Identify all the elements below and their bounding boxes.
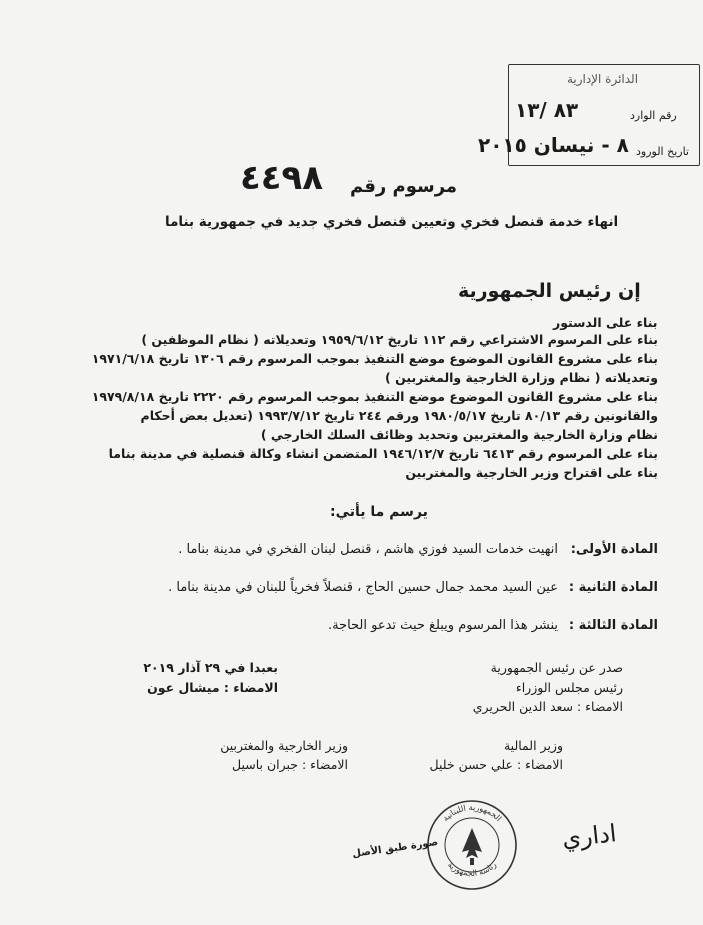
finance-minister-signature: الامضاء : علي حسن خليل [429, 757, 563, 772]
preamble-line-2: بناء على مشروع القانون الموضوع موضع التنفيذ بموجب المرسوم رقم ١٣٠٦ تاريخ ١٩٧١/٦/١٨ [91, 351, 658, 366]
certified-copy-stamp: صورة طبق الأصل [351, 837, 439, 860]
pm-signature: الامضاء : سعد الدين الحريري [472, 699, 623, 714]
article-3-text: ينشر هذا المرسوم ويبلغ حيث تدعو الحاجة. [327, 618, 558, 633]
baabda-date: بعبدا في ٢٩ آذار ٢٠١٩ [143, 660, 278, 675]
cedar-icon [462, 828, 482, 858]
decree-number: ٤٤٩٨ [240, 158, 324, 198]
decrees-heading: يرسم ما يأتي: [330, 504, 428, 520]
foreign-minister-title: وزير الخارجية والمغتربين [220, 738, 348, 753]
preamble-line-1: بناء على المرسوم الاشتراعي رقم ١١٢ تاريخ ١٩٥٩/٦/١٢ وتعديلاته ( نظام الموظفين ) [141, 332, 658, 347]
decree-label: مرسوم رقم [350, 176, 458, 197]
decree-subject: انهاء خدمة قنصل فخري وتعيين قنصل فخري جديد في جمهورية بناما [165, 214, 619, 230]
seal-outer-text: الجمهورية اللبنانية [440, 802, 504, 824]
stamp-incoming-label: رقم الوارد [630, 109, 677, 122]
preamble-line-3: وتعديلاته ( نظام وزارة الخارجية والمغتربين ) [385, 370, 658, 385]
pm-title: رئيس مجلس الوزراء [515, 680, 623, 695]
preamble-line-7: بناء على المرسوم رقم ٦٤١٣ تاريخ ١٩٤٦/١٢/٧ المتضمن انشاء وكالة قنصلية في مدينة بناما [108, 446, 658, 461]
article-2-text: عين السيد محمد جمال حسين الحاج ، قنصلاً فخرياً للبنان في مدينة بناما . [168, 580, 558, 595]
preamble-line-8: بناء على اقتراح وزير الخارجية والمغتربين [405, 465, 658, 480]
constitution-line: بناء على الدستور [553, 315, 658, 330]
issued-by: صدر عن رئيس الجمهورية [490, 660, 623, 675]
finance-minister-title: وزير المالية [503, 738, 563, 753]
president-heading: إن رئيس الجمهورية [458, 280, 641, 302]
margin-note: اداري [560, 819, 618, 853]
stamp-office: الدائرة الإدارية [566, 72, 639, 86]
preamble-line-4: بناء على مشروع القانون الموضوع موضع التنفيذ بموجب المرسوم رقم ٢٢٢٠ تاريخ ١٩٧٩/٨/١٨ [91, 389, 658, 404]
article-1-label: المادة الأولى: [570, 542, 658, 557]
seal-inner-text: رئاسة الجمهورية [445, 860, 499, 878]
preamble-line-6: نظام وزارة الخارجية والمغتربين وتحديد وظائف السلك الخارجي ) [260, 427, 658, 442]
foreign-minister-signature: الامضاء : جبران باسيل [231, 757, 348, 772]
article-2-label: المادة الثانية : [568, 580, 658, 595]
article-3-label: المادة الثالثة : [568, 618, 658, 633]
preamble-line-5: والقانونين رقم ٨٠/١٣ تاريخ ١٩٨٠/٥/١٧ ورقم ٢٤٤ تاريخ ١٩٩٣/٧/١٢ (تعديل بعض أحكام [140, 408, 658, 423]
stamp-incoming-value: ٨٣ /١٣ [515, 98, 579, 122]
presidency-seal [425, 798, 520, 893]
article-1-text: انهيت خدمات السيد فوزي هاشم ، قنصل لبنان الفخري في مدينة بناما . [178, 542, 558, 557]
stamp-date-value: ٨ - نيسان ٢٠١٥ [478, 133, 629, 157]
stamp-date-label: تاريخ الورود [636, 145, 689, 158]
president-signature: الامضاء : ميشال عون [147, 680, 278, 695]
